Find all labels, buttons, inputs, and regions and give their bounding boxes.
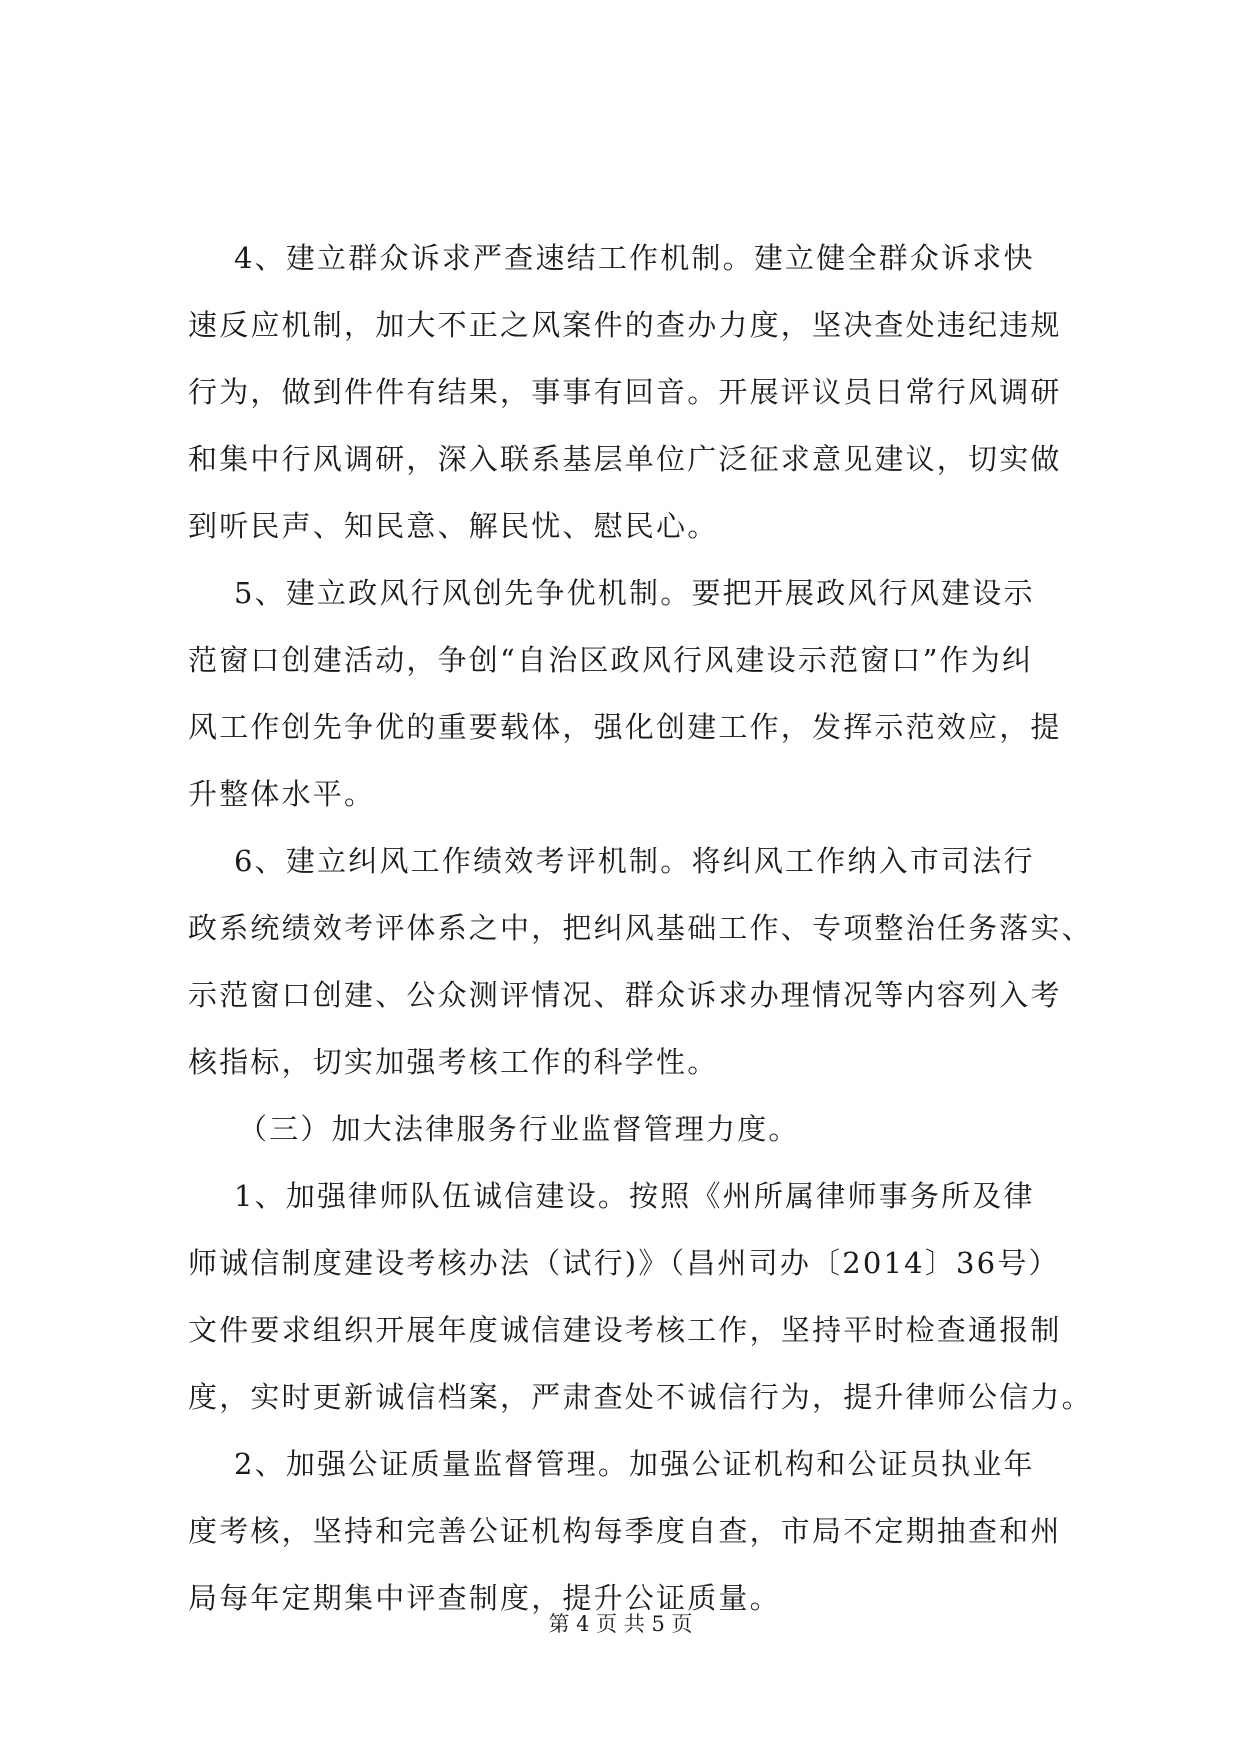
paragraph-5-line-1: 5、建立政风行风创先争优机制。要把开展政风行风建设示: [234, 576, 1035, 610]
paragraph-6-line-4: 核指标，切实加强考核工作的科学性。: [188, 1045, 719, 1079]
paragraph-4-line-2: 速反应机制，加大不正之风案件的查办力度，坚决查处违纪违规: [188, 308, 1062, 342]
paragraph-1-line-4: 度，实时更新诚信档案，严肃查处不诚信行为，提升律师公信力。: [188, 1380, 1093, 1414]
paragraph-1-line-1: 1、加强律师队伍诚信建设。按照《州所属律师事务所及律: [234, 1179, 1035, 1213]
paragraph-2-line-2: 度考核，坚持和完善公证机构每季度自查，市局不定期抽查和州: [188, 1514, 1062, 1548]
page-number-footer: 第 4 页 共 5 页: [548, 1612, 693, 1636]
document-body: [188, 225, 1093, 1632]
paragraph-5-line-3: 风工作创先争优的重要载体，强化创建工作，发挥示范效应，提: [188, 710, 1062, 744]
paragraph-4-line-3: 行为，做到件件有结果，事事有回音。开展评议员日常行风调研: [188, 375, 1062, 409]
paragraph-5-line-4: 升整体水平。: [188, 777, 376, 811]
section-heading: （三）加大法律服务行业监督管理力度。: [238, 1112, 800, 1146]
paragraph-1-line-2: 师诚信制度建设考核办法（试行)》（昌州司办〔2014〕36号）: [188, 1246, 1060, 1280]
paragraph-6-line-2: 政系统绩效考评体系之中，把纠风基础工作、专项整治任务落实、: [188, 911, 1093, 945]
paragraph-2-line-1: 2、加强公证质量监督管理。加强公证机构和公证员执业年: [234, 1447, 1035, 1481]
paragraph-2-line-3: 局每年定期集中评查制度，提升公证质量。: [188, 1581, 781, 1615]
paragraph-6-line-3: 示范窗口创建、公众测评情况、群众诉求办理情况等内容列入考: [188, 978, 1062, 1012]
paragraph-6-line-1: 6、建立纠风工作绩效考评机制。将纠风工作纳入市司法行: [234, 844, 1035, 878]
paragraph-5-line-2: 范窗口创建活动，争创“自治区政风行风建设示范窗口”作为纠: [188, 643, 1034, 677]
paragraph-4-line-4: 和集中行风调研，深入联系基层单位广泛征求意见建议，切实做: [188, 442, 1062, 476]
paragraph-4-line-1: 4、建立群众诉求严查速结工作机制。建立健全群众诉求快: [234, 241, 1035, 275]
paragraph-4-line-5: 到听民声、知民意、解民忧、慰民心。: [188, 509, 719, 543]
paragraph-1-line-3: 文件要求组织开展年度诚信建设考核工作，坚持平时检查通报制: [188, 1313, 1062, 1347]
